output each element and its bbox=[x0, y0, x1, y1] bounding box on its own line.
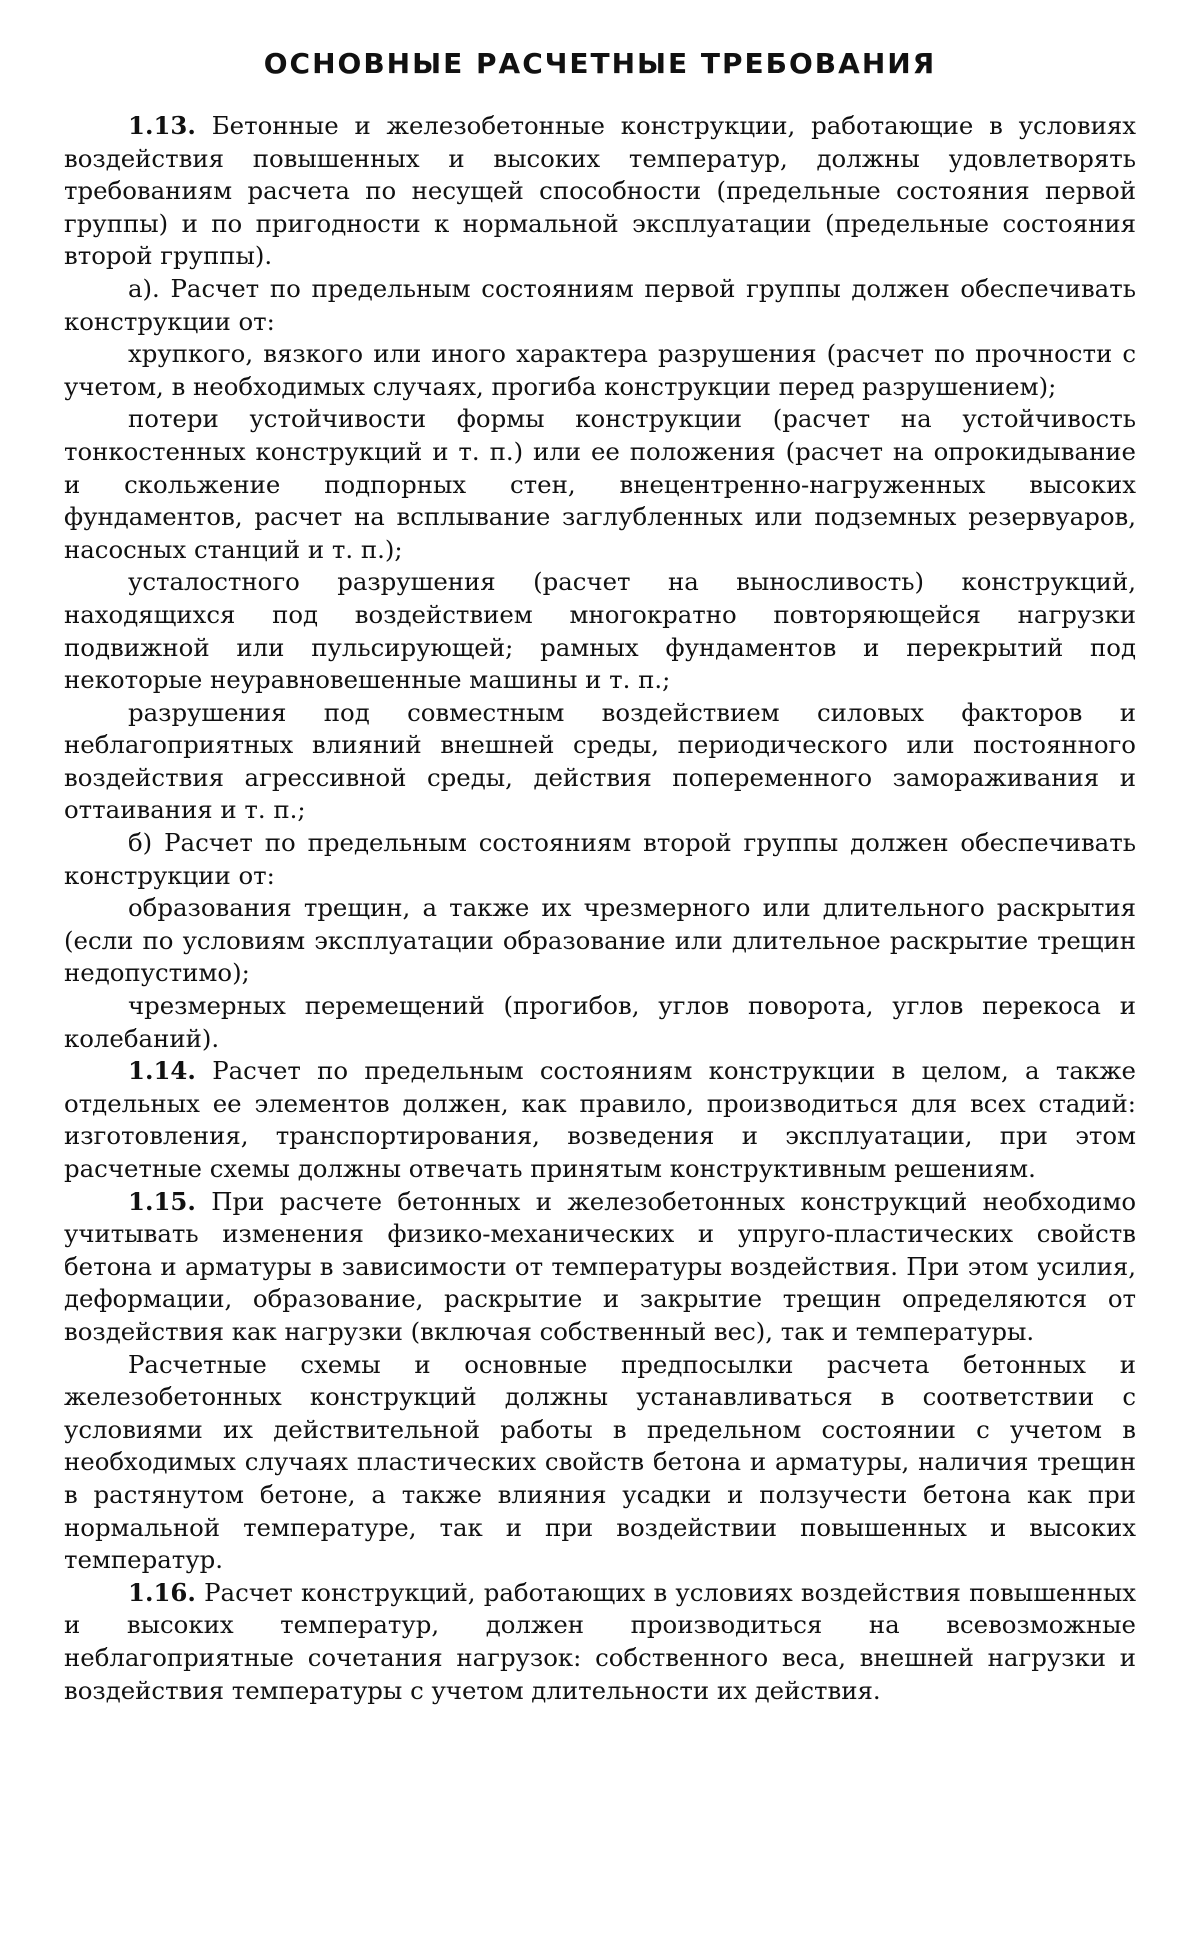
paragraph-item-b bbox=[64, 827, 1136, 892]
paragraph-text: Бетонные и железобетонные конструкции, работающие в условиях воздействия повышенных и высоких температур, должны удовлетворять требованиям расчета по несущей способности (предельные состояния первой группы) и по пригодности к нормальной эксплуатации (предельные состояния второй группы). bbox=[64, 111, 1136, 271]
paragraph-text: Расчет конструкций, работающих в условиях воздействия повышенных и высоких температур, должен производиться на всевозможные неблагоприятные сочетания нагрузок: собственного веса, внешней нагрузки и воздействия температуры с учетом длительности их действия. bbox=[64, 1577, 1136, 1705]
paragraph-text: б) Расчет по предельным состояниям второй группы должен обеспечивать конструкции от: bbox=[64, 828, 1136, 890]
paragraph-displacements bbox=[64, 990, 1136, 1055]
paragraph-text: разрушения под совместным воздействием силовых факторов и неблагоприятных влияний внешней среды, периодического или постоянного воздействия агрессивной среды, действия попеременного замораживания и оттаивания и т. п.; bbox=[64, 697, 1136, 825]
paragraph-text: хрупкого, вязкого или иного характера разрушения (расчет по прочности с учетом, в необходимых случаях, прогиба конструкции перед разрушением); bbox=[64, 339, 1136, 401]
clause-number: 1.16. bbox=[128, 1577, 196, 1607]
paragraph-design-schemes bbox=[64, 1349, 1136, 1577]
paragraph-1-15 bbox=[64, 1186, 1136, 1349]
paragraph-brittle-failure bbox=[64, 338, 1136, 403]
clause-number: 1.13. bbox=[128, 111, 196, 140]
clause-number: 1.15. bbox=[128, 1186, 196, 1216]
paragraph-text: Расчет по предельным состояниям конструкции в целом, а также отдельных ее элементов должен, как правило, производиться для всех стадий: изготовления, транспортирования, возведения и эксплуатации, при этом расчетные схемы должны отвечать принятым конструктивным решениям. bbox=[64, 1056, 1136, 1183]
section-title: ОСНОВНЫЕ РАСЧЕТНЫЕ ТРЕБОВАНИЯ bbox=[263, 47, 937, 80]
paragraph-text: образования трещин, а также их чрезмерного или длительного раскрытия (если по условиям эксплуатации образование или длительное раскрытие трещин недопустимо); bbox=[64, 893, 1136, 988]
paragraph-text: При расчете бетонных и железобетонных конструкций необходимо учитывать изменения физико-механических и упруго-пластических свойств бетона и арматуры в зависимости от температуры воздействия. При этом усилия, деформации, образование, раскрытие и закрытие трещин определяются от воздействия как нагрузки (включая собственный вес), так и температуры. bbox=[64, 1186, 1136, 1346]
paragraph-combined-failure bbox=[64, 697, 1136, 827]
paragraph-item-a bbox=[64, 273, 1136, 338]
document-page bbox=[64, 46, 1136, 1707]
clause-number: 1.14. bbox=[128, 1056, 196, 1086]
paragraph-stability-loss bbox=[64, 403, 1136, 566]
paragraph-1-13 bbox=[64, 110, 1136, 273]
paragraph-fatigue-failure bbox=[64, 566, 1136, 696]
paragraph-1-16 bbox=[64, 1577, 1136, 1707]
paragraph-text: потери устойчивости формы конструкции (расчет на устойчивость тонкостенных конструкций и т. п.) или ее положения (расчет на опрокидывание и скольжение подпорных стен, внецентренно-нагруженных высоких фундаментов, расчет на всплывание заглубленных или подземных резервуаров, насосных станций и т. п.); bbox=[64, 404, 1136, 564]
paragraph-text: чрезмерных перемещений (прогибов, углов поворота, углов перекоса и колебаний). bbox=[64, 991, 1136, 1053]
paragraph-text: Расчетные схемы и основные предпосылки расчета бетонных и железобетонных конструкций должны устанавливаться в соответствии с условиями их действительной работы в предельном состоянии с учетом в необходимых случаях пластических свойств бетона и арматуры, наличия трещин в растянутом бетоне, а также влияния усадки и ползучести бетона как при нормальной температуре, так и при воздействии повышенных и высоких температур. bbox=[64, 1349, 1136, 1575]
paragraph-text: усталостного разрушения (расчет на выносливость) конструкций, находящихся под воздействием многократно повторяющейся нагрузки подвижной или пульсирующей; рамных фундаментов и перекрытий под некоторые неуравновешенные машины и т. п.; bbox=[64, 567, 1136, 695]
paragraph-cracks bbox=[64, 892, 1136, 990]
paragraph-text: а). Расчет по предельным состояниям первой группы должен обеспечивать конструкции от: bbox=[64, 273, 1136, 336]
paragraph-1-14 bbox=[64, 1055, 1136, 1185]
